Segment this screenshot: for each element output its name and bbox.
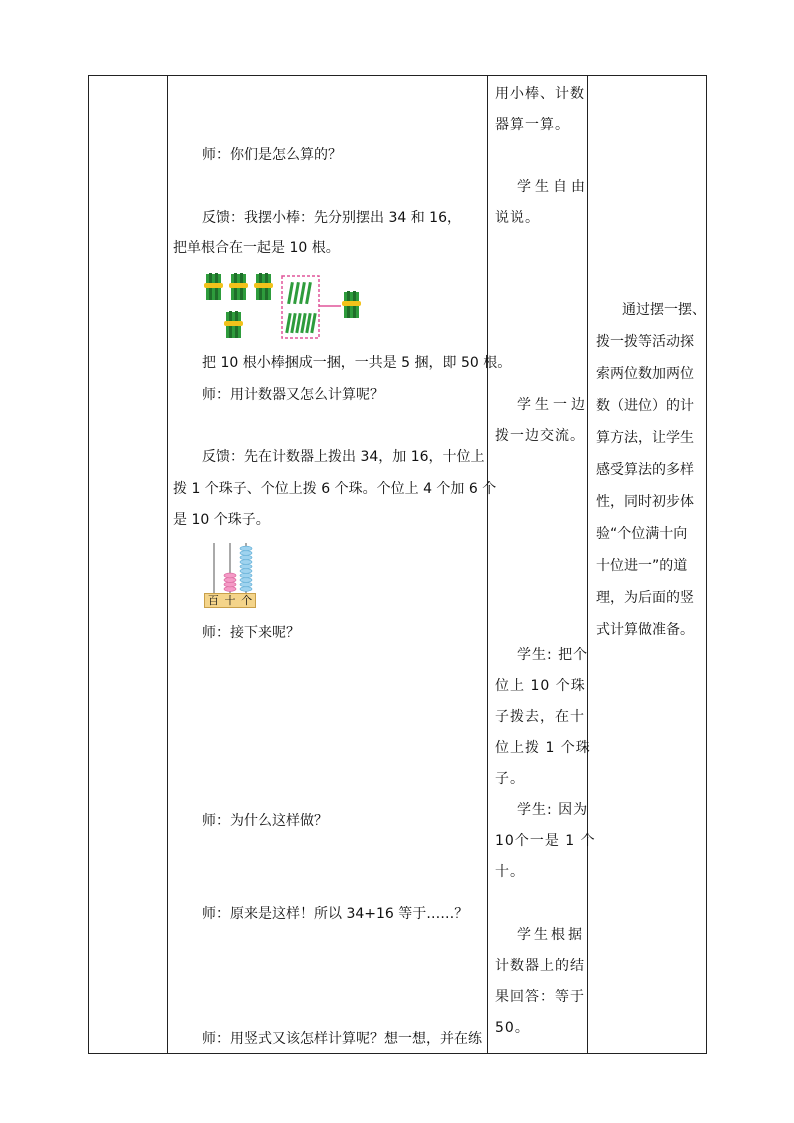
student-activity-5-line-3: 十。 [495, 864, 525, 880]
student-activity-1-line-1: 用小棒、计数 [495, 86, 585, 102]
feedback-counter-line-3: 是 10 个珠子。 [173, 512, 270, 528]
table-col-border-0 [88, 75, 89, 1054]
teacher-question-why: 师：为什么这样做？ [202, 813, 328, 829]
table-col-border-2 [487, 75, 488, 1054]
feedback-sticks-line-1: 反馈：我摆小棒：先分别摆出 34 和 16， [202, 210, 461, 226]
stick-bundle-4 [224, 311, 243, 338]
intent-line-2: 拨一拨等活动探 [596, 334, 694, 350]
student-activity-6-line-2: 计数器上的结 [495, 958, 585, 974]
student-activity-5-line-2: 10个一是 1 个 [495, 833, 596, 849]
teacher-question-how-calculated: 师：你们是怎么算的？ [202, 147, 342, 163]
feedback-sticks-line-2: 把单根合在一起是 10 根。 [173, 240, 340, 256]
table-top-border [88, 75, 707, 76]
abacus-label-ones: 个 [241, 594, 253, 607]
table-bottom-border [88, 1053, 707, 1054]
table-col-border-3 [587, 75, 588, 1054]
student-activity-2-line-2: 说说。 [495, 210, 540, 226]
teacher-question-sum: 师：原来是这样！所以 34+16 等于……？ [202, 906, 469, 922]
student-activity-2-line-1: 学生自由 [517, 179, 589, 195]
abacus-label-tens: 十 [224, 594, 236, 607]
intent-line-5: 算方法，让学生 [596, 430, 694, 446]
abacus-rods-and-beads [204, 543, 256, 593]
intent-line-3: 索两位数加两位 [596, 366, 694, 382]
abacus-base [204, 593, 256, 608]
intent-line-11: 式计算做准备。 [596, 622, 694, 638]
student-activity-5-line-1: 学生: 因为 [517, 802, 589, 818]
teacher-question-counter: 师：用计数器又怎么计算呢？ [202, 387, 384, 403]
stick-bundle-1 [204, 273, 223, 300]
intent-line-8: 验“个位满十向 [596, 526, 688, 542]
student-activity-1-line-2: 器算一算。 [495, 117, 570, 133]
stick-bundle-3 [254, 273, 273, 300]
student-activity-6-line-1: 学生根据 [517, 927, 585, 943]
abacus-label-hundreds: 百 [207, 594, 219, 607]
tens-rod-beads [224, 573, 236, 591]
bundle-sentence: 把 10 根小棒捆成一捆，一共是 5 捆，即 50 根。 [202, 355, 512, 371]
abacus-illustration [204, 543, 256, 608]
new-stick-bundle [342, 291, 361, 318]
student-activity-4-line-3: 子拨去，在十 [495, 709, 585, 725]
stick-bundles-illustration [200, 268, 370, 340]
intent-line-9: 十位进一”的道 [596, 558, 688, 574]
intent-line-10: 理，为后面的竖 [596, 590, 694, 606]
single-sticks-bottom [285, 313, 316, 333]
student-activity-4-line-5: 子。 [495, 771, 525, 787]
intent-line-6: 感受算法的多样 [596, 462, 694, 478]
intent-line-4: 数（进位）的计 [596, 398, 694, 414]
table-col-border-4 [706, 75, 707, 1054]
teacher-question-next: 师：接下来呢？ [202, 625, 300, 641]
student-activity-4-line-1: 学生: 把个 [517, 647, 589, 663]
feedback-counter-line-2: 拨 1 个珠子、个位上拨 6 个珠。个位上 4 个加 6 个 [173, 481, 497, 497]
feedback-counter-line-1: 反馈：先在计数器上拨出 34，加 16，十位上 [202, 449, 485, 465]
student-activity-6-line-3: 果回答：等于 [495, 989, 585, 1005]
student-activity-3-line-1: 学生一边 [517, 397, 589, 413]
single-sticks-top [287, 282, 312, 304]
intent-line-7: 性，同时初步体 [596, 494, 694, 510]
table-col-border-1 [167, 75, 168, 1054]
teacher-question-vertical: 师：用竖式又该怎样计算呢？想一想，并在练 [202, 1031, 482, 1047]
student-activity-4-line-2: 位上 10 个珠 [495, 678, 586, 694]
intent-line-1: 通过摆一摆、 [622, 302, 706, 318]
student-activity-3-line-2: 拨一边交流。 [495, 428, 585, 444]
student-activity-6-line-4: 50。 [495, 1020, 530, 1036]
student-activity-4-line-4: 位上拨 1 个珠 [495, 740, 591, 756]
stick-bundle-2 [229, 273, 248, 300]
ones-rod-beads [240, 546, 252, 591]
